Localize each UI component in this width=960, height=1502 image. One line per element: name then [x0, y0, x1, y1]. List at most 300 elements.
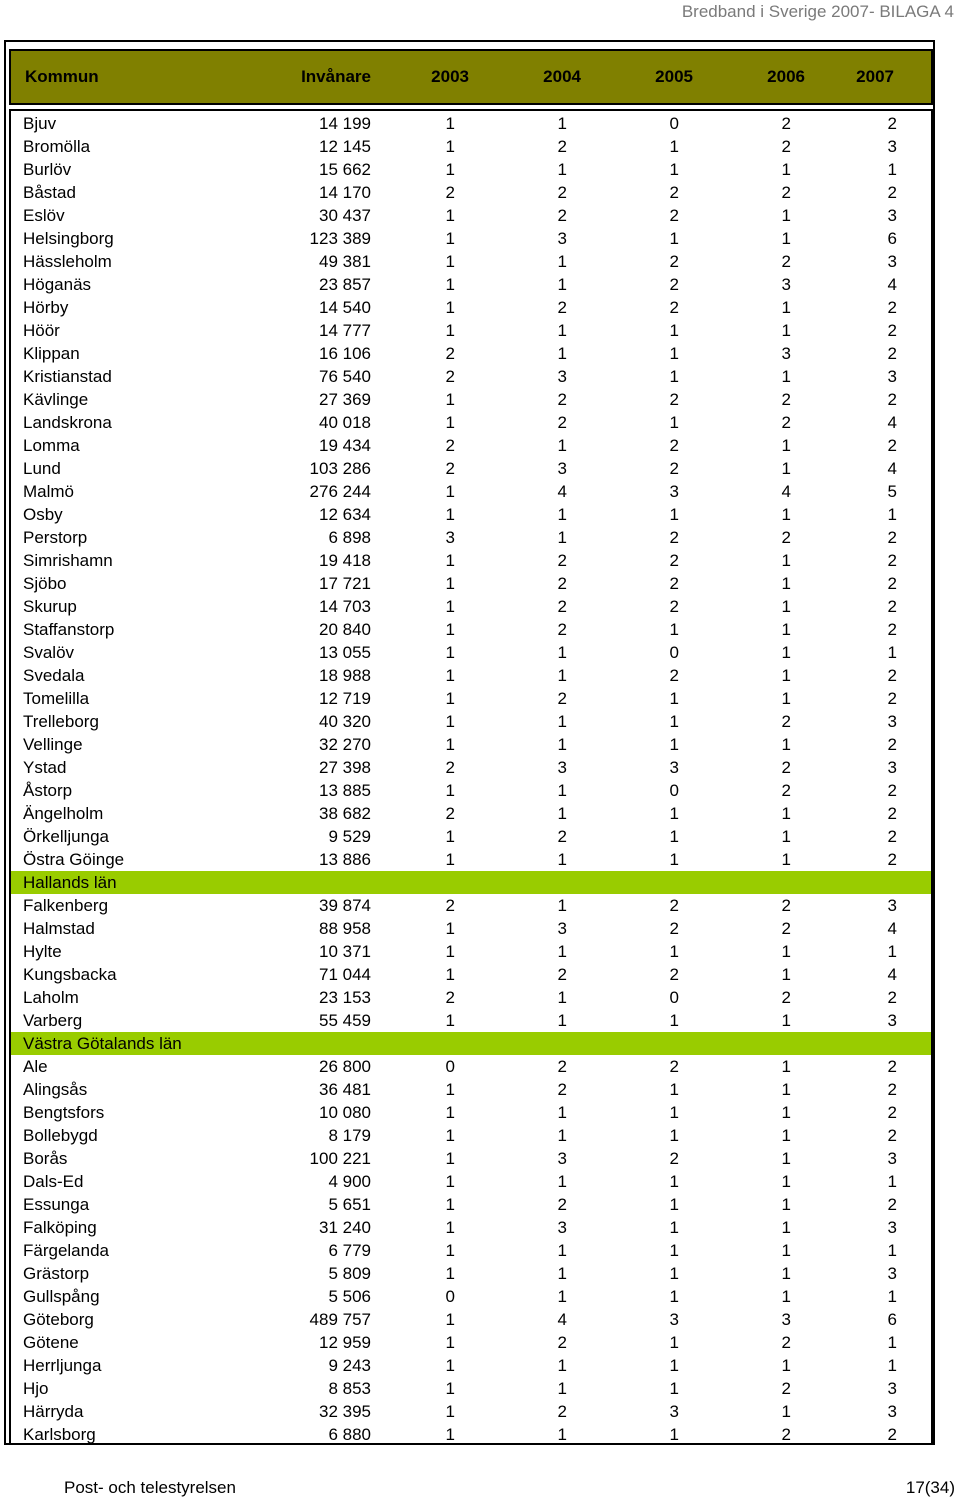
cell-2006: 2 — [781, 113, 791, 133]
cell-invanare: 10 080 — [319, 1102, 371, 1122]
cell-kommun: Hässleholm — [23, 251, 112, 271]
cell-2007: 2 — [887, 734, 897, 754]
cell-2007: 1 — [887, 1240, 897, 1260]
cell-invanare: 13 885 — [319, 780, 371, 800]
cell-2003: 1 — [445, 228, 455, 248]
cell-2007: 2 — [887, 849, 897, 869]
cell-2007: 2 — [887, 803, 897, 823]
cell-2003: 1 — [445, 481, 455, 501]
cell-2005: 1 — [669, 504, 679, 524]
table-row — [11, 204, 931, 227]
cell-2004: 1 — [557, 1240, 567, 1260]
cell-2005: 3 — [669, 1309, 679, 1329]
cell-invanare: 20 840 — [319, 619, 371, 639]
cell-2005: 1 — [669, 849, 679, 869]
cell-2004: 4 — [557, 481, 567, 501]
cell-2003: 1 — [445, 274, 455, 294]
cell-2004: 3 — [557, 458, 567, 478]
cell-kommun: Götene — [23, 1332, 79, 1352]
cell-invanare: 19 418 — [319, 550, 371, 570]
cell-2004: 1 — [557, 734, 567, 754]
cell-kommun: Svalöv — [23, 642, 75, 662]
cell-kommun: Bengtsfors — [23, 1102, 105, 1122]
cell-2006: 1 — [781, 504, 791, 524]
cell-2004: 1 — [557, 251, 567, 271]
cell-2004: 1 — [557, 435, 567, 455]
cell-invanare: 27 369 — [319, 389, 371, 409]
cell-2003: 1 — [445, 1309, 455, 1329]
cell-2007: 1 — [887, 159, 897, 179]
cell-kommun: Burlöv — [23, 159, 72, 179]
column-header-invanare: Invånare — [301, 67, 371, 86]
cell-2006: 1 — [781, 458, 791, 478]
cell-2003: 1 — [445, 1263, 455, 1283]
cell-2007: 2 — [887, 688, 897, 708]
cell-2005: 1 — [669, 1217, 679, 1237]
cell-2007: 6 — [887, 228, 897, 248]
table-row — [11, 710, 931, 733]
cell-2006: 1 — [781, 1194, 791, 1214]
cell-kommun: Staffanstorp — [23, 619, 115, 639]
cell-2005: 1 — [669, 941, 679, 961]
table-row — [11, 1262, 931, 1285]
cell-2003: 1 — [445, 1010, 455, 1030]
cell-invanare: 19 434 — [319, 435, 371, 455]
cell-2005: 1 — [669, 1079, 679, 1099]
cell-2004: 1 — [557, 320, 567, 340]
cell-2004: 1 — [557, 849, 567, 869]
table-row — [11, 296, 931, 319]
cell-2006: 1 — [781, 1102, 791, 1122]
cell-2003: 1 — [445, 642, 455, 662]
column-header-2004: 2004 — [543, 67, 581, 86]
cell-2003: 1 — [445, 1332, 455, 1352]
cell-2005: 0 — [669, 780, 679, 800]
cell-2003: 1 — [445, 573, 455, 593]
cell-2003: 0 — [445, 1056, 455, 1076]
cell-kommun: Båstad — [23, 182, 76, 202]
cell-2003: 1 — [445, 1148, 455, 1168]
cell-2007: 1 — [887, 642, 897, 662]
cell-2006: 4 — [781, 481, 791, 501]
cell-2004: 2 — [557, 297, 567, 317]
cell-2003: 1 — [445, 734, 455, 754]
table-row — [11, 1308, 931, 1331]
cell-2004: 2 — [557, 1401, 567, 1421]
cell-kommun: Malmö — [23, 481, 75, 501]
cell-invanare: 14 199 — [319, 113, 371, 133]
cell-invanare: 30 437 — [319, 205, 371, 225]
cell-kommun: Herrljunga — [23, 1355, 102, 1375]
cell-2007: 4 — [887, 458, 897, 478]
cell-invanare: 32 395 — [319, 1401, 371, 1421]
table-row — [11, 342, 931, 365]
table-row — [11, 549, 931, 572]
cell-2006: 2 — [781, 1424, 791, 1444]
table-row — [11, 894, 931, 917]
cell-2005: 1 — [669, 366, 679, 386]
cell-invanare: 14 703 — [319, 596, 371, 616]
cell-invanare: 6 898 — [328, 527, 371, 547]
cell-2007: 4 — [887, 412, 897, 432]
cell-2006: 2 — [781, 251, 791, 271]
cell-invanare: 6 880 — [328, 1424, 371, 1444]
cell-2003: 1 — [445, 1217, 455, 1237]
table-row — [11, 526, 931, 549]
cell-kommun: Sjöbo — [23, 573, 67, 593]
cell-kommun: Halmstad — [23, 918, 95, 938]
cell-invanare: 14 540 — [319, 297, 371, 317]
table-row — [11, 1193, 931, 1216]
table-row — [11, 1400, 931, 1423]
cell-2003: 1 — [445, 849, 455, 869]
cell-2003: 2 — [445, 458, 455, 478]
cell-2005: 1 — [669, 688, 679, 708]
cell-2006: 1 — [781, 1079, 791, 1099]
table-row — [11, 135, 931, 158]
cell-2005: 1 — [669, 619, 679, 639]
cell-2003: 2 — [445, 435, 455, 455]
cell-invanare: 12 959 — [319, 1332, 371, 1352]
cell-2004: 1 — [557, 1125, 567, 1145]
cell-2003: 1 — [445, 1079, 455, 1099]
cell-2003: 1 — [445, 1125, 455, 1145]
cell-2007: 3 — [887, 251, 897, 271]
cell-2005: 1 — [669, 1332, 679, 1352]
cell-kommun: Hjo — [23, 1378, 49, 1398]
cell-kommun: Landskrona — [23, 412, 112, 432]
cell-2006: 1 — [781, 803, 791, 823]
cell-kommun: Laholm — [23, 987, 79, 1007]
cell-2005: 0 — [669, 113, 679, 133]
cell-2006: 1 — [781, 1056, 791, 1076]
table-row — [11, 1147, 931, 1170]
cell-kommun: Göteborg — [23, 1309, 94, 1329]
cell-2004: 1 — [557, 343, 567, 363]
cell-2005: 2 — [669, 205, 679, 225]
cell-invanare: 14 777 — [319, 320, 371, 340]
cell-2007: 2 — [887, 573, 897, 593]
table-row — [11, 112, 931, 135]
cell-2003: 1 — [445, 1378, 455, 1398]
cell-2006: 1 — [781, 1217, 791, 1237]
cell-2003: 3 — [445, 527, 455, 547]
cell-2006: 1 — [781, 642, 791, 662]
cell-2004: 2 — [557, 596, 567, 616]
table-row — [11, 572, 931, 595]
cell-invanare: 10 371 — [319, 941, 371, 961]
cell-2005: 2 — [669, 527, 679, 547]
cell-2003: 1 — [445, 596, 455, 616]
cell-2006: 2 — [781, 389, 791, 409]
table-row — [11, 365, 931, 388]
cell-2007: 2 — [887, 1056, 897, 1076]
cell-2006: 1 — [781, 734, 791, 754]
table-row — [11, 917, 931, 940]
cell-invanare: 40 018 — [319, 412, 371, 432]
table-row — [11, 1423, 931, 1446]
cell-2004: 2 — [557, 573, 567, 593]
cell-2006: 1 — [781, 619, 791, 639]
table-row — [11, 1216, 931, 1239]
cell-invanare: 5 651 — [328, 1194, 371, 1214]
cell-2007: 2 — [887, 320, 897, 340]
cell-2003: 1 — [445, 665, 455, 685]
column-header-2006: 2006 — [767, 67, 805, 86]
cell-2006: 2 — [781, 780, 791, 800]
cell-2005: 2 — [669, 182, 679, 202]
cell-kommun: Färgelanda — [23, 1240, 110, 1260]
cell-2003: 1 — [445, 1401, 455, 1421]
table-row — [11, 1101, 931, 1124]
cell-2006: 1 — [781, 550, 791, 570]
table-header-row — [9, 49, 933, 105]
cell-2004: 1 — [557, 803, 567, 823]
cell-2003: 2 — [445, 757, 455, 777]
cell-2004: 1 — [557, 711, 567, 731]
cell-2007: 1 — [887, 504, 897, 524]
cell-2006: 3 — [781, 343, 791, 363]
cell-2003: 1 — [445, 711, 455, 731]
cell-2006: 1 — [781, 1286, 791, 1306]
cell-kommun: Bjuv — [23, 113, 57, 133]
cell-kommun: Alingsås — [23, 1079, 88, 1099]
cell-2006: 2 — [781, 182, 791, 202]
cell-2006: 2 — [781, 136, 791, 156]
cell-2003: 0 — [445, 1286, 455, 1306]
cell-2004: 2 — [557, 412, 567, 432]
cell-2003: 1 — [445, 504, 455, 524]
cell-kommun: Skurup — [23, 596, 77, 616]
cell-2005: 0 — [669, 987, 679, 1007]
cell-kommun: Simrishamn — [23, 550, 113, 570]
cell-invanare: 17 721 — [319, 573, 371, 593]
cell-2005: 3 — [669, 757, 679, 777]
region-name: Hallands län — [23, 872, 117, 892]
cell-invanare: 8 853 — [328, 1378, 371, 1398]
table-row — [11, 595, 931, 618]
cell-2007: 4 — [887, 918, 897, 938]
cell-2005: 2 — [669, 596, 679, 616]
cell-invanare: 14 170 — [319, 182, 371, 202]
cell-invanare: 12 145 — [319, 136, 371, 156]
cell-2005: 1 — [669, 228, 679, 248]
cell-2004: 4 — [557, 1309, 567, 1329]
table-row — [11, 733, 931, 756]
cell-2007: 3 — [887, 136, 897, 156]
cell-2003: 1 — [445, 297, 455, 317]
table-row — [11, 664, 931, 687]
cell-kommun: Bromölla — [23, 136, 91, 156]
cell-2003: 1 — [445, 688, 455, 708]
cell-2004: 2 — [557, 550, 567, 570]
footer-publisher: Post- och telestyrelsen — [64, 1478, 236, 1497]
cell-2004: 1 — [557, 159, 567, 179]
cell-2006: 1 — [781, 320, 791, 340]
table-row — [11, 273, 931, 296]
cell-2004: 3 — [557, 228, 567, 248]
table-row — [11, 802, 931, 825]
cell-kommun: Tomelilla — [23, 688, 90, 708]
cell-2006: 3 — [781, 274, 791, 294]
cell-2007: 6 — [887, 1309, 897, 1329]
cell-kommun: Essunga — [23, 1194, 90, 1214]
cell-2004: 1 — [557, 1424, 567, 1444]
cell-2003: 1 — [445, 964, 455, 984]
cell-2006: 1 — [781, 1125, 791, 1145]
cell-2006: 2 — [781, 412, 791, 432]
cell-kommun: Gullspång — [23, 1286, 100, 1306]
cell-2004: 1 — [557, 527, 567, 547]
cell-invanare: 12 719 — [319, 688, 371, 708]
cell-invanare: 100 221 — [309, 1148, 371, 1168]
cell-2004: 3 — [557, 757, 567, 777]
cell-2003: 1 — [445, 918, 455, 938]
cell-2006: 1 — [781, 366, 791, 386]
table-row — [11, 756, 931, 779]
cell-invanare: 76 540 — [319, 366, 371, 386]
cell-invanare: 489 757 — [309, 1309, 371, 1329]
table-row — [11, 940, 931, 963]
cell-2006: 3 — [781, 1309, 791, 1329]
cell-invanare: 71 044 — [319, 964, 371, 984]
cell-2004: 2 — [557, 964, 567, 984]
cell-2006: 1 — [781, 228, 791, 248]
table-row — [11, 825, 931, 848]
cell-2005: 1 — [669, 320, 679, 340]
cell-2003: 2 — [445, 803, 455, 823]
cell-2005: 2 — [669, 251, 679, 271]
cell-invanare: 49 381 — [319, 251, 371, 271]
cell-2007: 1 — [887, 1171, 897, 1191]
cell-2007: 3 — [887, 205, 897, 225]
table-row — [11, 1239, 931, 1262]
cell-2003: 1 — [445, 1102, 455, 1122]
cell-2003: 1 — [445, 389, 455, 409]
cell-2004: 3 — [557, 1148, 567, 1168]
document-header: Bredband i Sverige 2007- BILAGA 4 — [681, 2, 954, 21]
cell-2004: 1 — [557, 987, 567, 1007]
cell-2007: 2 — [887, 596, 897, 616]
table-row — [11, 1055, 931, 1078]
cell-2006: 1 — [781, 1263, 791, 1283]
cell-2005: 2 — [669, 550, 679, 570]
cell-invanare: 39 874 — [319, 895, 371, 915]
table-row — [11, 434, 931, 457]
cell-2007: 4 — [887, 964, 897, 984]
cell-2004: 2 — [557, 182, 567, 202]
cell-2003: 1 — [445, 159, 455, 179]
cell-2007: 2 — [887, 550, 897, 570]
cell-2005: 1 — [669, 1102, 679, 1122]
cell-kommun: Borås — [23, 1148, 68, 1168]
cell-2004: 1 — [557, 895, 567, 915]
table-row — [11, 1078, 931, 1101]
table-row — [11, 618, 931, 641]
column-header-2005: 2005 — [655, 67, 693, 86]
cell-2005: 1 — [669, 343, 679, 363]
cell-2003: 1 — [445, 826, 455, 846]
cell-2005: 1 — [669, 803, 679, 823]
cell-invanare: 5 809 — [328, 1263, 371, 1283]
table-row — [11, 687, 931, 710]
cell-2007: 2 — [887, 1079, 897, 1099]
table-row — [11, 411, 931, 434]
cell-2007: 2 — [887, 665, 897, 685]
cell-invanare: 23 857 — [319, 274, 371, 294]
cell-2007: 3 — [887, 1217, 897, 1237]
cell-invanare: 23 153 — [319, 987, 371, 1007]
cell-2004: 1 — [557, 941, 567, 961]
cell-2005: 1 — [669, 1125, 679, 1145]
cell-2005: 2 — [669, 573, 679, 593]
cell-invanare: 88 958 — [319, 918, 371, 938]
cell-2005: 0 — [669, 642, 679, 662]
table-row — [11, 181, 931, 204]
cell-kommun: Eslöv — [23, 205, 65, 225]
table-row — [11, 227, 931, 250]
cell-invanare: 18 988 — [319, 665, 371, 685]
cell-2005: 2 — [669, 1056, 679, 1076]
cell-2006: 2 — [781, 1378, 791, 1398]
cell-2006: 1 — [781, 1148, 791, 1168]
cell-2003: 1 — [445, 1194, 455, 1214]
cell-2006: 1 — [781, 1355, 791, 1375]
region-header-row — [11, 871, 931, 894]
cell-2003: 1 — [445, 619, 455, 639]
cell-invanare: 38 682 — [319, 803, 371, 823]
cell-2006: 1 — [781, 1171, 791, 1191]
cell-invanare: 40 320 — [319, 711, 371, 731]
cell-2005: 1 — [669, 1010, 679, 1030]
cell-invanare: 103 286 — [309, 458, 371, 478]
table-row — [11, 986, 931, 1009]
cell-kommun: Östra Göinge — [23, 849, 125, 869]
table-row — [11, 250, 931, 273]
cell-2004: 2 — [557, 826, 567, 846]
cell-invanare: 12 634 — [319, 504, 371, 524]
cell-invanare: 15 662 — [319, 159, 371, 179]
cell-2003: 1 — [445, 1240, 455, 1260]
cell-2006: 1 — [781, 435, 791, 455]
cell-kommun: Ängelholm — [23, 803, 104, 823]
cell-2003: 2 — [445, 895, 455, 915]
cell-2007: 3 — [887, 366, 897, 386]
cell-2005: 1 — [669, 711, 679, 731]
table-row — [11, 848, 931, 871]
table-body — [9, 109, 933, 1445]
table-row — [11, 388, 931, 411]
cell-2003: 2 — [445, 343, 455, 363]
cell-kommun: Helsingborg — [23, 228, 114, 248]
cell-2004: 2 — [557, 1194, 567, 1214]
region-name: Västra Götalands län — [23, 1033, 182, 1053]
cell-2007: 2 — [887, 780, 897, 800]
cell-2006: 1 — [781, 688, 791, 708]
cell-invanare: 55 459 — [319, 1010, 371, 1030]
cell-2007: 3 — [887, 1148, 897, 1168]
cell-invanare: 276 244 — [309, 481, 371, 501]
cell-invanare: 13 055 — [319, 642, 371, 662]
cell-2004: 3 — [557, 918, 567, 938]
cell-kommun: Svedala — [23, 665, 85, 685]
column-header-2003: 2003 — [431, 67, 469, 86]
cell-2004: 1 — [557, 504, 567, 524]
cell-2007: 2 — [887, 987, 897, 1007]
cell-2007: 3 — [887, 1401, 897, 1421]
cell-2003: 2 — [445, 366, 455, 386]
cell-2007: 2 — [887, 826, 897, 846]
